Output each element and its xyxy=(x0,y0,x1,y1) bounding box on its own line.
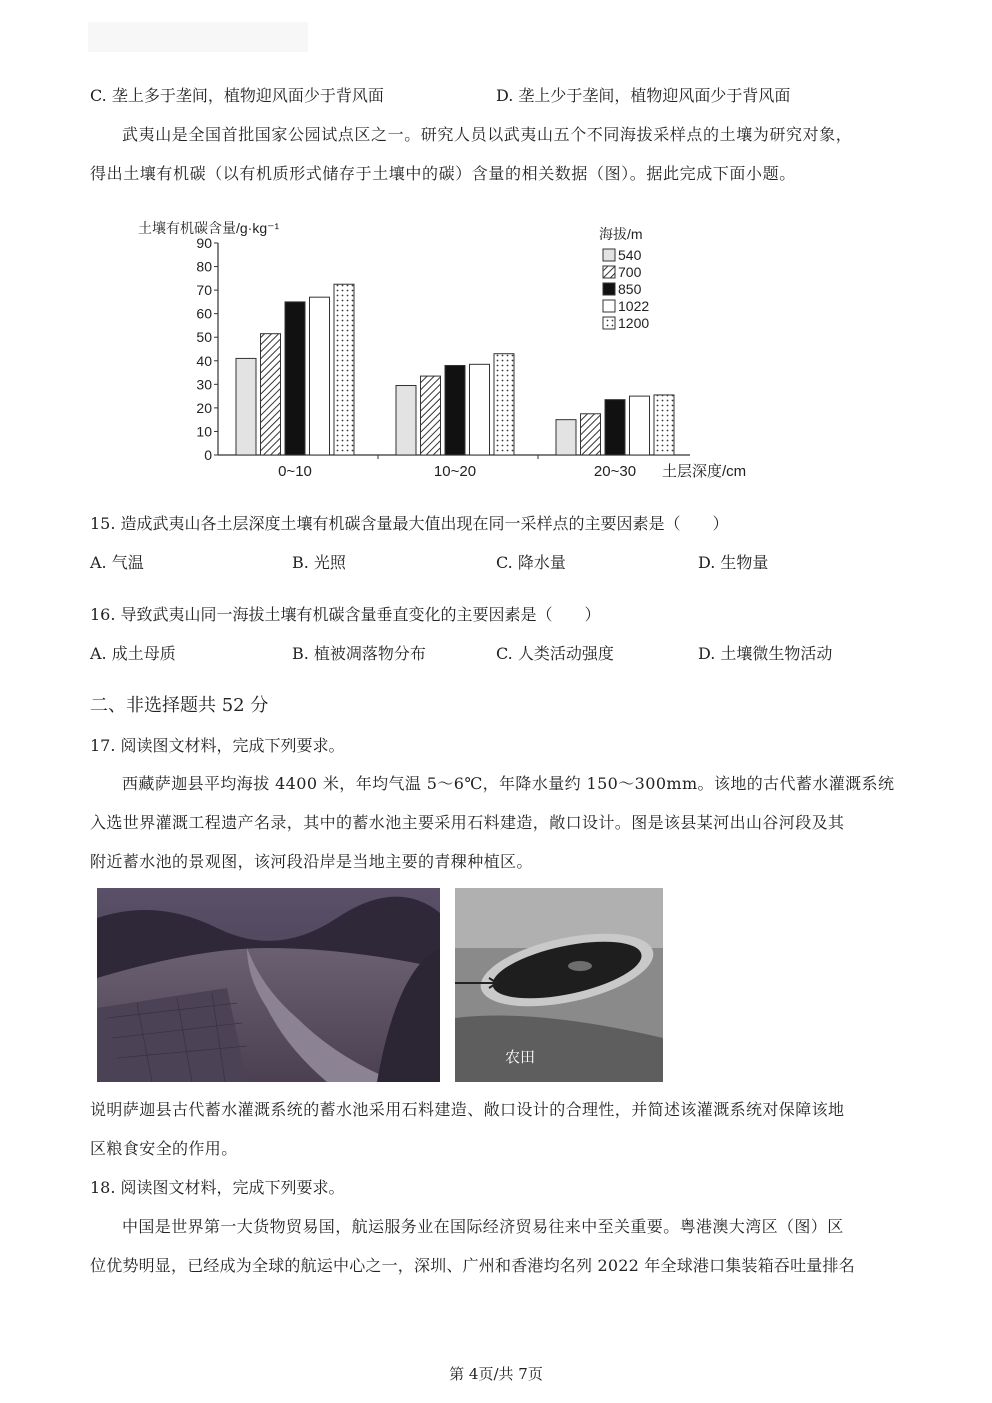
q15-option-d: D. 生物量 xyxy=(698,553,769,572)
q17-material-1: 西藏萨迦县平均海拔 4400 米，年均气温 5～6℃，年降水量约 150～300mm。该地的古代蓄水灌溉系统 xyxy=(122,774,895,793)
q17-material-3: 附近蓄水池的景观图，该河段沿岸是当地主要的青稞种植区。 xyxy=(90,852,533,871)
q17-material-2: 入选世界灌溉工程遗产名录，其中的蓄水池主要采用石料建造，敞口设计。图是该县某河出山谷河段及其 xyxy=(90,813,845,832)
legend-label-1200: 1200 xyxy=(618,315,650,331)
y-tick-label: 0 xyxy=(204,447,212,463)
bar-850-1 xyxy=(445,365,465,455)
q16-stem: 16. 导致武夷山同一海拔土壤有机碳含量垂直变化的主要因素是（ ） xyxy=(90,605,601,624)
legend-swatch-540 xyxy=(603,249,615,261)
q16-option-a: A. 成土母质 xyxy=(90,644,176,663)
legend-title: 海拔/m xyxy=(599,226,643,242)
bar-540-0 xyxy=(236,358,256,455)
q15-stem: 15. 造成武夷山各土层深度土壤有机碳含量最大值出现在同一采样点的主要因素是（ ） xyxy=(90,514,729,533)
y-tick-label: 40 xyxy=(196,352,212,369)
y-tick-label: 60 xyxy=(196,305,212,322)
y-tick-label: 80 xyxy=(196,258,212,275)
page-footer: 第 4页/共 7页 xyxy=(449,1365,543,1383)
q16-option-b: B. 植被凋落物分布 xyxy=(292,644,426,663)
legend-swatch-1022 xyxy=(603,300,615,312)
bar-540-2 xyxy=(556,420,576,455)
section-2-title: 二、非选择题共 52 分 xyxy=(90,695,269,716)
reservoir-photo xyxy=(455,888,663,1082)
bar-1200-2 xyxy=(654,395,674,455)
y-tick-label: 30 xyxy=(196,376,212,393)
bar-700-2 xyxy=(581,414,601,455)
legend-label-850: 850 xyxy=(618,281,642,297)
soil-carbon-chart xyxy=(130,213,770,488)
q15-option-c: C. 降水量 xyxy=(496,553,566,572)
x-axis-label: 土层深度/cm xyxy=(662,463,747,480)
legend-swatch-850 xyxy=(603,283,615,295)
header-blur xyxy=(88,22,308,52)
y-tick-label: 20 xyxy=(196,399,212,416)
x-tick-label: 0~10 xyxy=(278,463,312,480)
q15-option-b: B. 光照 xyxy=(292,553,346,572)
q17-question-2: 区粮食安全的作用。 xyxy=(90,1139,238,1158)
x-tick-label: 10~20 xyxy=(433,463,477,480)
bar-700-0 xyxy=(261,334,281,455)
q18-material-2: 位优势明显，已经成为全球的航运中心之一，深圳、广州和香港均名列 2022 年全球港口集装箱吞吐量排名 xyxy=(90,1256,855,1275)
bar-1200-1 xyxy=(494,354,514,455)
legend-label-700: 700 xyxy=(618,264,642,280)
bar-1200-0 xyxy=(334,284,354,455)
bar-850-0 xyxy=(285,302,305,455)
river-valley-photo xyxy=(97,888,440,1082)
q15-option-a: A. 气温 xyxy=(90,553,144,572)
x-tick-label: 20~30 xyxy=(593,463,637,480)
q17-question-1: 说明萨迦县古代蓄水灌溉系统的蓄水池采用石料建造、敞口设计的合理性，并简述该灌溉系统对保障该地 xyxy=(90,1100,845,1119)
intro-line-1: 武夷山是全国首批国家公园试点区之一。研究人员以武夷山五个不同海拔采样点的土壤为研究对象， xyxy=(122,125,853,144)
y-tick-label: 90 xyxy=(196,235,212,251)
bar-1022-0 xyxy=(310,297,330,455)
bar-1022-2 xyxy=(630,396,650,455)
q14-option-d: D. 垄上少于垄间，植物迎风面少于背风面 xyxy=(496,86,791,105)
y-tick-label: 70 xyxy=(196,282,212,299)
q16-option-d: D. 土壤微生物活动 xyxy=(698,644,833,663)
legend-label-1022: 1022 xyxy=(618,298,650,314)
intro-line-2: 得出土壤有机碳（以有机质形式储存于土壤中的碳）含量的相关数据（图）。据此完成下面小题。 xyxy=(90,164,796,183)
bar-850-2 xyxy=(605,400,625,455)
q18-stem: 18. 阅读图文材料，完成下列要求。 xyxy=(90,1178,345,1197)
legend-swatch-700 xyxy=(603,266,615,278)
bar-700-1 xyxy=(421,376,441,455)
y-tick-label: 10 xyxy=(196,423,212,440)
y-tick-label: 50 xyxy=(196,329,212,346)
q16-option-c: C. 人类活动强度 xyxy=(496,644,614,663)
q18-material-1: 中国是世界第一大货物贸易国，航运服务业在国际经济贸易往来中至关重要。粤港澳大湾区（图）区 xyxy=(122,1217,844,1236)
q17-stem: 17. 阅读图文材料，完成下列要求。 xyxy=(90,736,345,755)
legend-swatch-1200 xyxy=(603,317,615,329)
bar-540-1 xyxy=(396,386,416,455)
q14-option-c: C. 垄上多于垄间，植物迎风面少于背风面 xyxy=(90,86,384,105)
bar-1022-1 xyxy=(470,364,490,455)
farmland-photo-label: 农田 xyxy=(505,1049,536,1066)
y-axis-label: 土壤有机碳含量/g·kg⁻¹ xyxy=(138,220,280,236)
legend-label-540: 540 xyxy=(618,247,642,263)
